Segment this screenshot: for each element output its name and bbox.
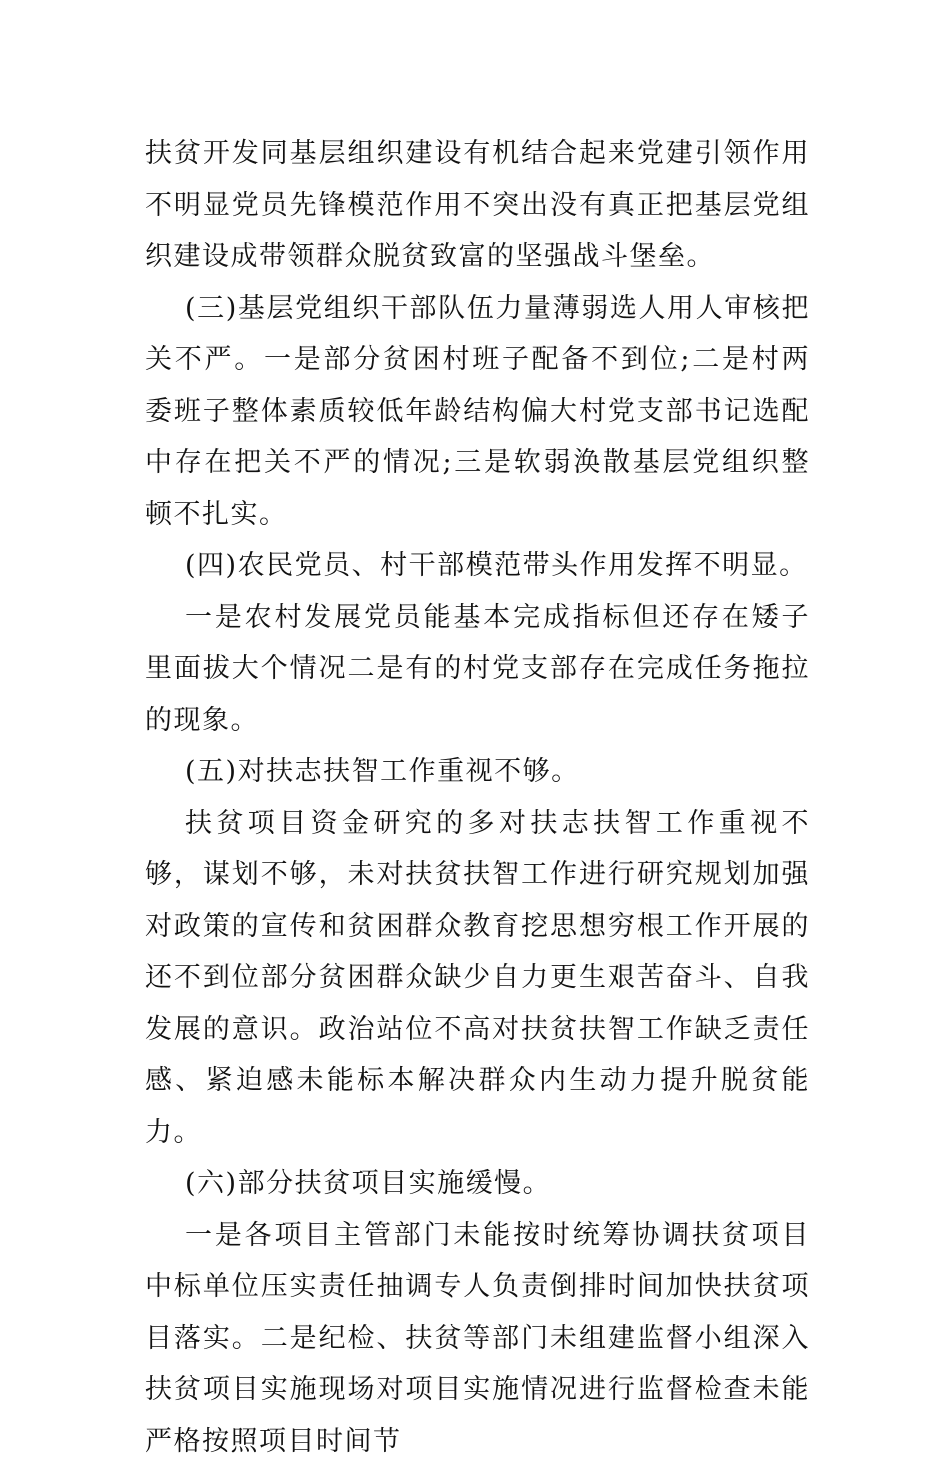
paragraph-continuation: 扶贫开发同基层组织建设有机结合起来党建引领作用不明显党员先锋模范作用不突出没有真正把基层党组织建设成带领群众脱贫致富的坚强战斗堡垒。 xyxy=(145,128,810,283)
paragraph-section-five-body: 扶贫项目资金研究的多对扶志扶智工作重视不够，谋划不够，未对扶贫扶智工作进行研究规划加强对政策的宣传和贫困群众教育挖思想穷根工作开展的还不到位部分贫困群众缺少自力更生艰苦奋斗、自我发展的意识。政治站位不高对扶贫扶智工作缺乏责任感、紧迫感未能标本解决群众内生动力提升脱贫能力。 xyxy=(145,798,810,1159)
paragraph-heading-four: (四)农民党员、村干部模范带头作用发挥不明显。 xyxy=(145,540,810,592)
paragraph-section-six-body: 一是各项目主管部门未能按时统筹协调扶贫项目中标单位压实责任抽调专人负责倒排时间加快扶贫项目落实。二是纪检、扶贫等部门未组建监督小组深入扶贫项目实施现场对项目实施情况进行监督检查未能严格按照项目时间节 xyxy=(145,1210,810,1467)
paragraph-heading-six: (六)部分扶贫项目实施缓慢。 xyxy=(145,1158,810,1210)
paragraph-section-three: (三)基层党组织干部队伍力量薄弱选人用人审核把关不严。一是部分贫困村班子配备不到位;二是村两委班子整体素质较低年龄结构偏大村党支部书记选配中存在把关不严的情况;三是软弱涣散基层党组织整顿不扎实。 xyxy=(145,283,810,541)
paragraph-heading-five: (五)对扶志扶智工作重视不够。 xyxy=(145,746,810,798)
paragraph-section-four-body: 一是农村发展党员能基本完成指标但还存在矮子里面拔大个情况二是有的村党支部存在完成任务拖拉的现象。 xyxy=(145,592,810,747)
document-body xyxy=(145,128,810,1467)
